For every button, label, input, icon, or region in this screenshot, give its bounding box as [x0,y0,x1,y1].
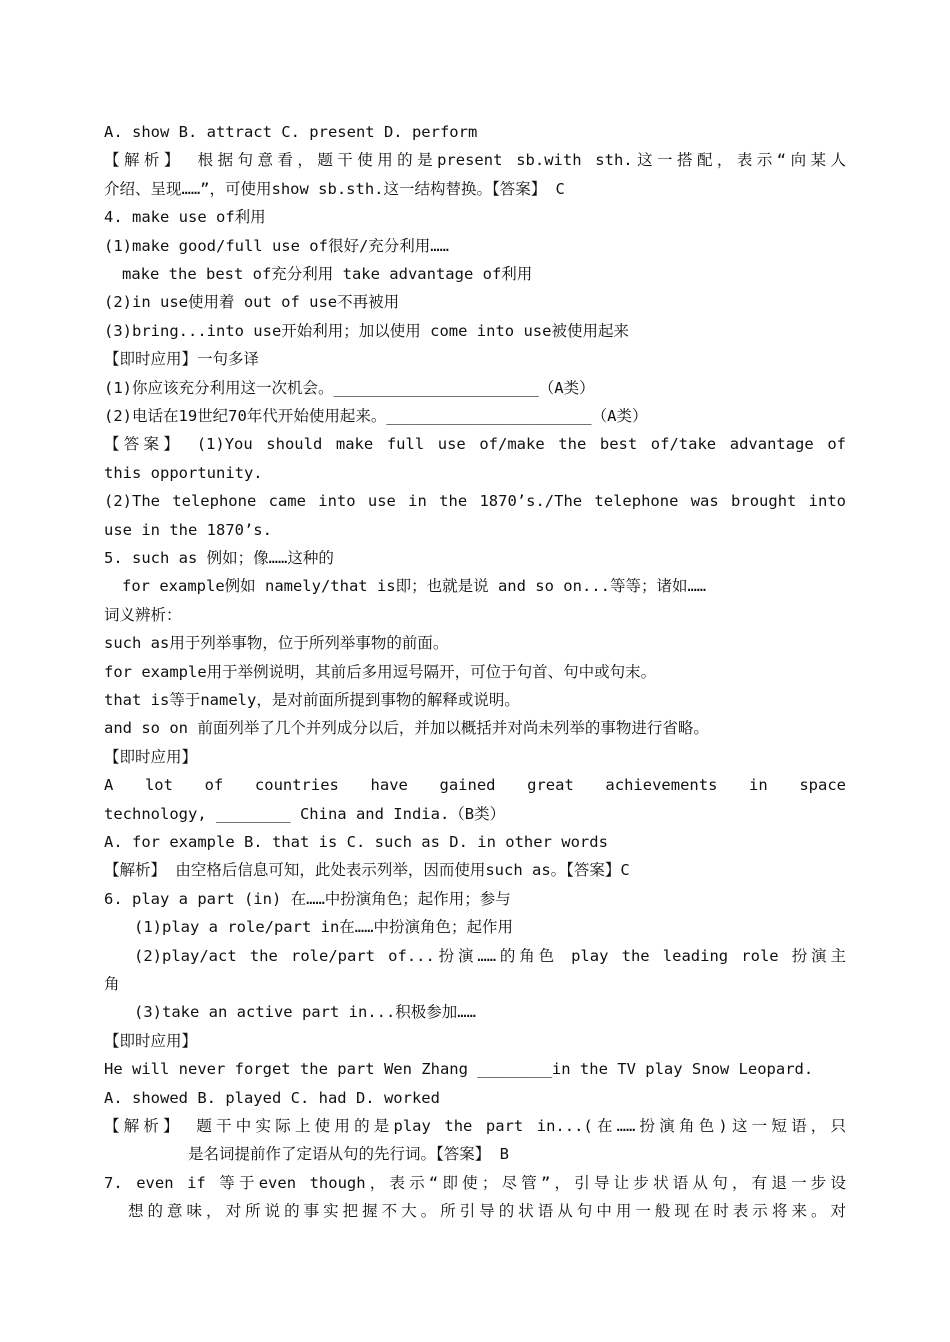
text-line: (2)in use使用着 out of use不再被用 [104,293,400,311]
text-line: (3)bring...into use开始利用；加以使用 come into use被使用起来 [104,322,629,340]
text-line: and so on 前面列举了几个并列成分以后，并加以概括并对尚未列举的事物进行省略。 [104,719,709,737]
analysis-line: 【解析】 题干中实际上使用的是play the part in...(在……扮演角色)这一短语，只 [104,1117,846,1135]
text-line: (2)play/act the role/part of...扮演……的角色 play the leading role 扮演主 [134,947,846,965]
answer-line: use in the 1870’s. [104,521,272,539]
text-line: (1)make good/full use of很好/充分利用…… [104,237,449,255]
text-line: (3)take an active part in...积极参加…… [134,1003,476,1021]
options-line: A. showed B. played C. had D. worked [104,1089,440,1107]
text-line: such as用于列举事物，位于所列举事物的前面。 [104,634,449,652]
section-heading: 6. play a part (in) 在……中扮演角色；起作用；参与 [104,890,511,908]
answer-line: (2)The telephone came into use in the 1870’s./The telephone was brought into [104,492,846,510]
question-line: He will never forget the part Wen Zhang ________in the TV play Snow Leopard. [104,1060,814,1078]
section-heading: 7. even if 等于even though，表示“即使；尽管”，引导让步状语从句，有退一步设 [104,1174,846,1192]
text-line: 介绍、呈现……”，可使用show sb.sth.这一结构替换。【答案】 C [104,180,565,198]
text-line: 词义辨析： [104,606,182,624]
text-line: that is等于namely，是对前面所提到事物的解释或说明。 [104,691,520,709]
text-line: for example用于举例说明，其前后多用逗号隔开，可位于句首、句中或句末。 [104,663,657,681]
question-line: technology, ________ China and India.（B类） [104,805,506,823]
question-line: A lot of countries have gained great achievements in space [104,776,846,794]
text-line: (1)你应该充分利用这一次机会。______________________（A类） [104,379,595,397]
text-line: A. show B. attract C. present D. perform [104,123,478,141]
text-line: for example例如 namely/that is即；也就是说 and so on...等等；诸如…… [122,577,707,595]
answer-line: this opportunity. [104,464,263,482]
section-heading: 4. make use of利用 [104,208,266,226]
exercise-heading: 【即时应用】一句多译 [104,350,260,368]
text-line: 角 [104,975,120,993]
text-line: (1)play a role/part in在……中扮演角色；起作用 [134,918,513,936]
analysis-line: 是名词提前作了定语从句的先行词。【答案】 B [188,1145,509,1163]
text-line: 想的意味，对所说的事实把握不大。所引导的状语从句中用一般现在时表示将来。对 [128,1202,846,1220]
text-line: make the best of充分利用 take advantage of利用 [122,265,533,283]
section-heading: 5. such as 例如；像……这种的 [104,549,334,567]
text-line: (2)电话在19世纪70年代开始使用起来。______________________（A类） [104,407,648,425]
text-line: 【解析】 根据句意看，题干使用的是present sb.with sth.这一搭配，表示“向某人 [104,151,846,169]
analysis-line: 【解析】 由空格后信息可知，此处表示列举，因而使用such as。【答案】C [104,861,630,879]
answer-line: 【答案】 (1)You should make full use of/make the best of/take advantage of [104,435,846,453]
options-line: A. for example B. that is C. such as D. in other words [104,833,608,851]
exercise-heading: 【即时应用】 [104,748,198,766]
exercise-heading: 【即时应用】 [104,1032,198,1050]
